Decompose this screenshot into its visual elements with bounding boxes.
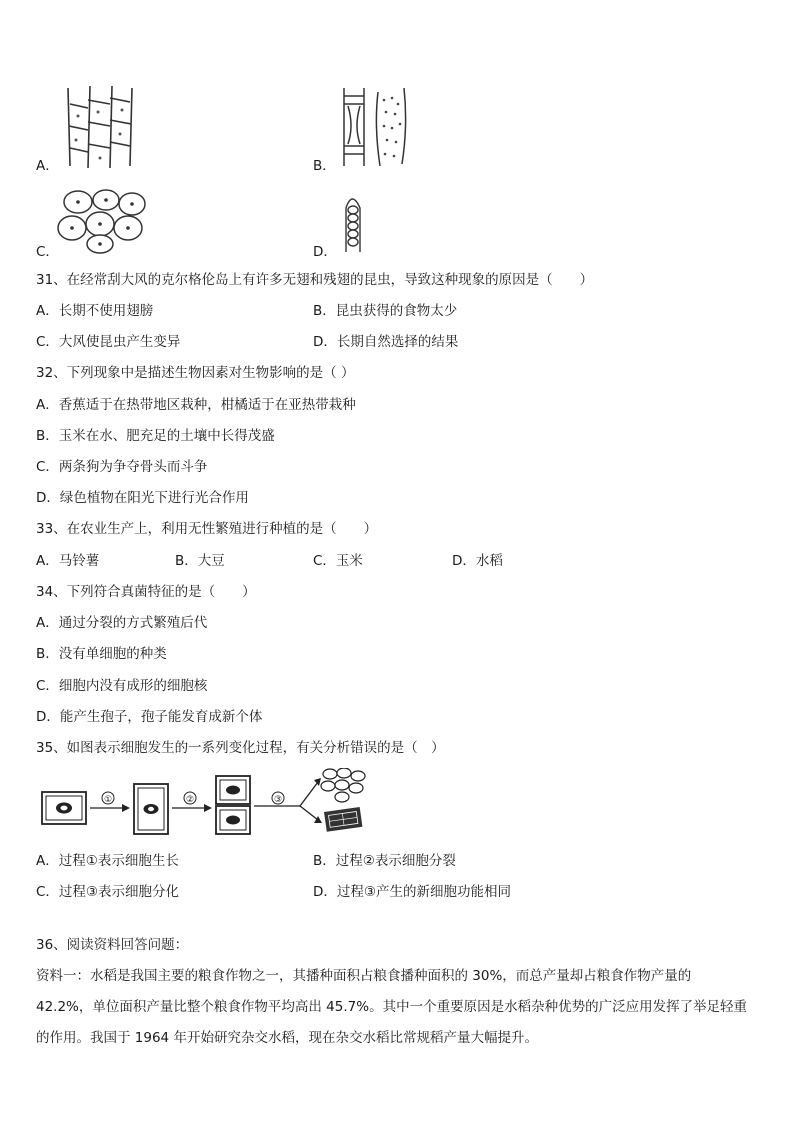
- q32-stem: 32、下列现象中是描述生物因素对生物影响的是（ ）: [36, 365, 355, 381]
- figure-a-label: A．: [36, 158, 59, 174]
- q36-stem: 36、阅读资料回答问题：: [36, 937, 189, 953]
- q34-option-c: C．细胞内没有成形的细胞核: [36, 678, 208, 694]
- q33-stem: 33、在农业生产上，利用无性繁殖进行种植的是（ ）: [36, 521, 378, 537]
- q36-paragraph-line-3: 的作用。我国于 1964 年开始研究杂交水稻，现在杂交水稻比常规稻产量大幅提升。: [36, 1030, 538, 1046]
- q31-option-c: C．大风使昆虫产生变异: [36, 334, 181, 350]
- q36-paragraph-line-2: 42.2%，单位面积产量比整个粮食作物平均高出 45.7%。其中一个重要原因是水稻杂种优势的广泛应用发挥了举足轻重: [36, 999, 748, 1015]
- q35-option-d: D．过程③产生的新细胞功能相同: [313, 884, 511, 900]
- q32-option-c: C．两条狗为争夺骨头而斗争: [36, 459, 208, 475]
- q31-stem: 31、在经常刮大风的克尔格伦岛上有许多无翅和残翅的昆虫，导致这种现象的原因是（ ）: [36, 272, 594, 288]
- q31-option-b: B．昆虫获得的食物太少: [313, 303, 458, 319]
- step-2-label: ②: [185, 795, 195, 805]
- step-1-label: ①: [103, 795, 113, 805]
- q34-option-d: D．能产生孢子，孢子能发育成新个体: [36, 709, 263, 725]
- q31-option-a: A．长期不使用翅膀: [36, 303, 154, 319]
- q35-stem: 35、如图表示细胞发生的一系列变化过程，有关分析错误的是（ ）: [36, 740, 445, 756]
- figure-d-cell-chain: [338, 188, 368, 254]
- q32-option-d: D．绿色植物在阳光下进行光合作用: [36, 490, 249, 506]
- q33-option-d: D．水稻: [452, 553, 503, 569]
- q34-option-a: A．通过分裂的方式繁殖后代: [36, 615, 208, 631]
- figure-d-label: D．: [313, 244, 337, 260]
- q35-cell-process-diagram: [38, 768, 368, 840]
- figure-c-round-cells: [56, 188, 152, 254]
- figure-b-vessel-cells: [340, 86, 410, 168]
- q32-option-b: B．玉米在水、肥充足的土壤中长得茂盛: [36, 428, 275, 444]
- q33-option-b: B．大豆: [175, 553, 225, 569]
- q36-paragraph-line-1: 资料一：水稻是我国主要的粮食作物之一，其播种面积占粮食播种面积的 30%，而总产量却占粮食作物产量的: [36, 968, 692, 984]
- figure-b-label: B．: [313, 158, 336, 174]
- q35-option-b: B．过程②表示细胞分裂: [313, 853, 456, 869]
- q34-stem: 34、下列符合真菌特征的是（ ）: [36, 584, 256, 600]
- step-3-label: ③: [273, 795, 283, 805]
- q32-option-a: A．香蕉适于在热带地区栽种，柑橘适于在亚热带栽种: [36, 397, 356, 413]
- q35-option-c: C．过程③表示细胞分化: [36, 884, 180, 900]
- figure-c-label: C．: [36, 244, 59, 260]
- figure-a-epidermal-cells: [64, 86, 136, 168]
- q34-option-b: B．没有单细胞的种类: [36, 646, 167, 662]
- q35-option-a: A．过程①表示细胞生长: [36, 853, 179, 869]
- q31-option-d: D．长期自然选择的结果: [313, 334, 459, 350]
- q33-option-c: C．玉米: [313, 553, 363, 569]
- q33-option-a: A．马铃薯: [36, 553, 100, 569]
